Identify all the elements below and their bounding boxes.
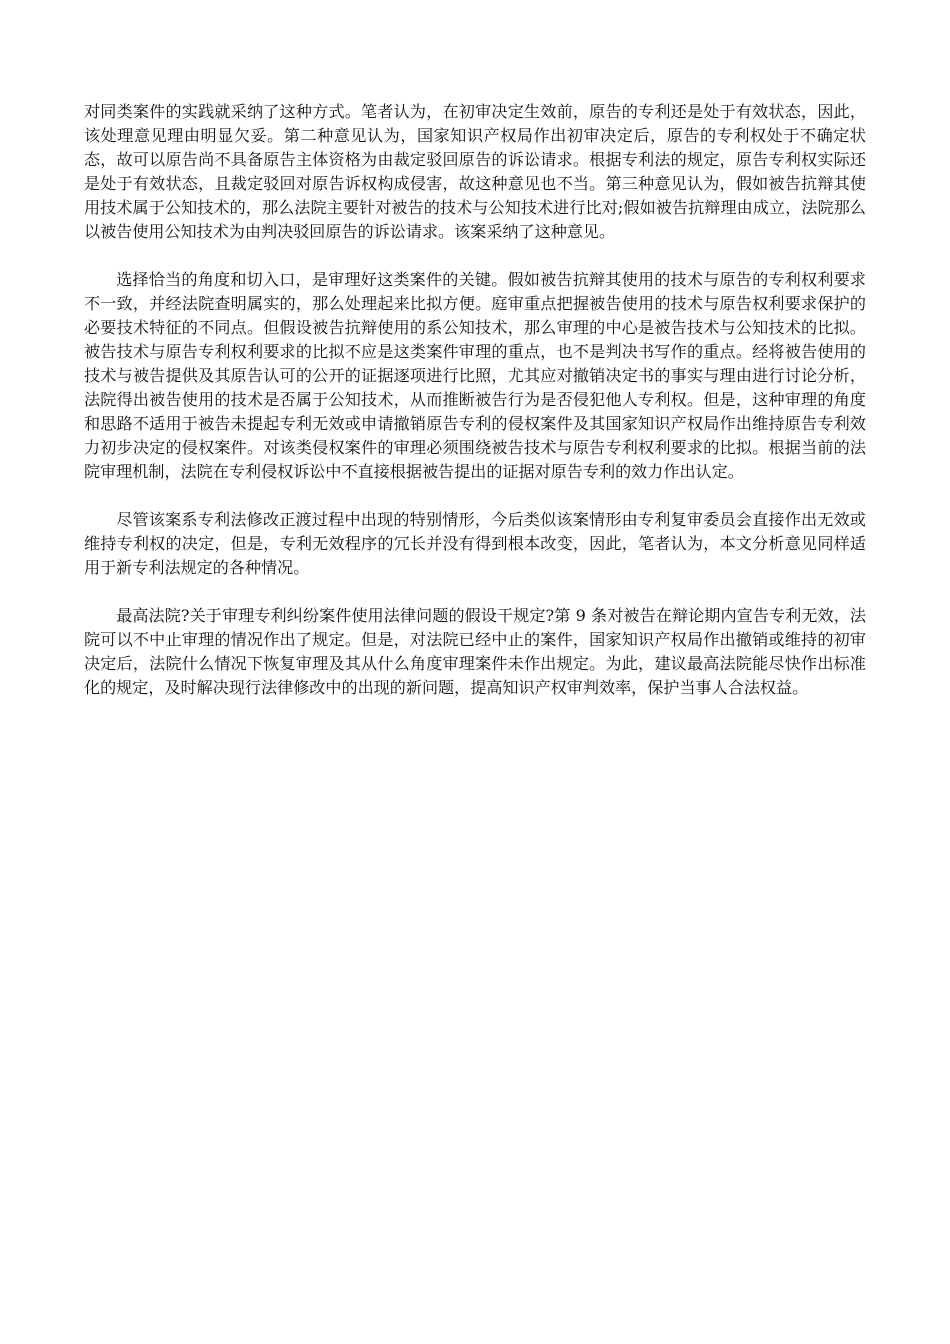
paragraph-continuation: 对同类案件的实践就采纳了这种方式。笔者认为，在初审决定生效前，原告的专利还是处于有效状态，因此，该处理意见理由明显欠妥。第二种意见认为，国家知识产权局作出初审决定后，原告的专利权处于不确定状态，故可以原告尚不具备原告主体资格为由裁定驳回原告的诉讼请求。根据专利法的规定，原告专利权实际还是处于有效状态，且裁定驳回对原告诉权构成侵害，故这种意见也不当。第三种意见认为，假如被告抗辩其使用技术属于公知技术的，那么法院主要针对被告的技术与公知技术进行比对;假如被告抗辩理由成立，法院那么以被告使用公知技术为由判决驳回原告的诉讼请求。该案采纳了这种意见。 [84, 102, 866, 241]
paragraph-transition-period: 尽管该案系专利法修改正渡过程中出现的特别情形，今后类似该案情形由专利复审委员会直接作出无效或维持专利权的决定，但是，专利无效程序的冗长并没有得到根本改变，因此，笔者认为，本文分析意见同样适用于新专利法规定的各种情况。 [84, 510, 866, 577]
paragraph-trial-approach: 选择恰当的角度和切入口，是审理好这类案件的关键。假如被告抗辩其使用的技术与原告的专利权利要求不一致，并经法院查明属实的，那么处理起来比拟方便。庭审重点把握被告使用的技术与原告权利要求保护的必要技术特征的不同点。但假设被告抗辩使用的系公知技术，那么审理的中心是被告技术与公知技术的比拟。被告技术与原告专利权利要求的比拟不应是这类案件审理的重点，也不是判决书写作的重点。经将被告使用的技术与被告提供及其原告认可的公开的证据逐项进行比照，尤其应对撤销决定书的事实与理由进行讨论分析，法院得出被告使用的技术是否属于公知技术，从而推断被告行为是否侵犯他人专利权。但是，这种审理的角度和思路不适用于被告未提起专利无效或申请撤销原告专利的侵权案件及其国家知识产权局作出维持原告专利效力初步决定的侵权案件。对该类侵权案件的审理必须围绕被告技术与原告专利权利要求的比拟。根据当前的法院审理机制，法院在专利侵权诉讼中不直接根据被告提出的证据对原告专利的效力作出认定。 [84, 270, 866, 481]
paragraph-recommendation: 最高法院?关于审理专利纠纷案件使用法律问题的假设干规定?第 9 条对被告在辩论期内宣告专利无效，法院可以不中止审理的情况作出了规定。但是，对法院已经中止的案件，国家知识产权局作出撤销或维持的初审决定后，法院什么情况下恢复审理及其从什么角度审理案件未作出规定。为此，建议最高法院能尽快作出标准化的规定，及时解决现行法律修改中的出现的新问题，提高知识产权审判效率，保护当事人合法权益。 [84, 606, 866, 697]
document-page [84, 100, 866, 724]
